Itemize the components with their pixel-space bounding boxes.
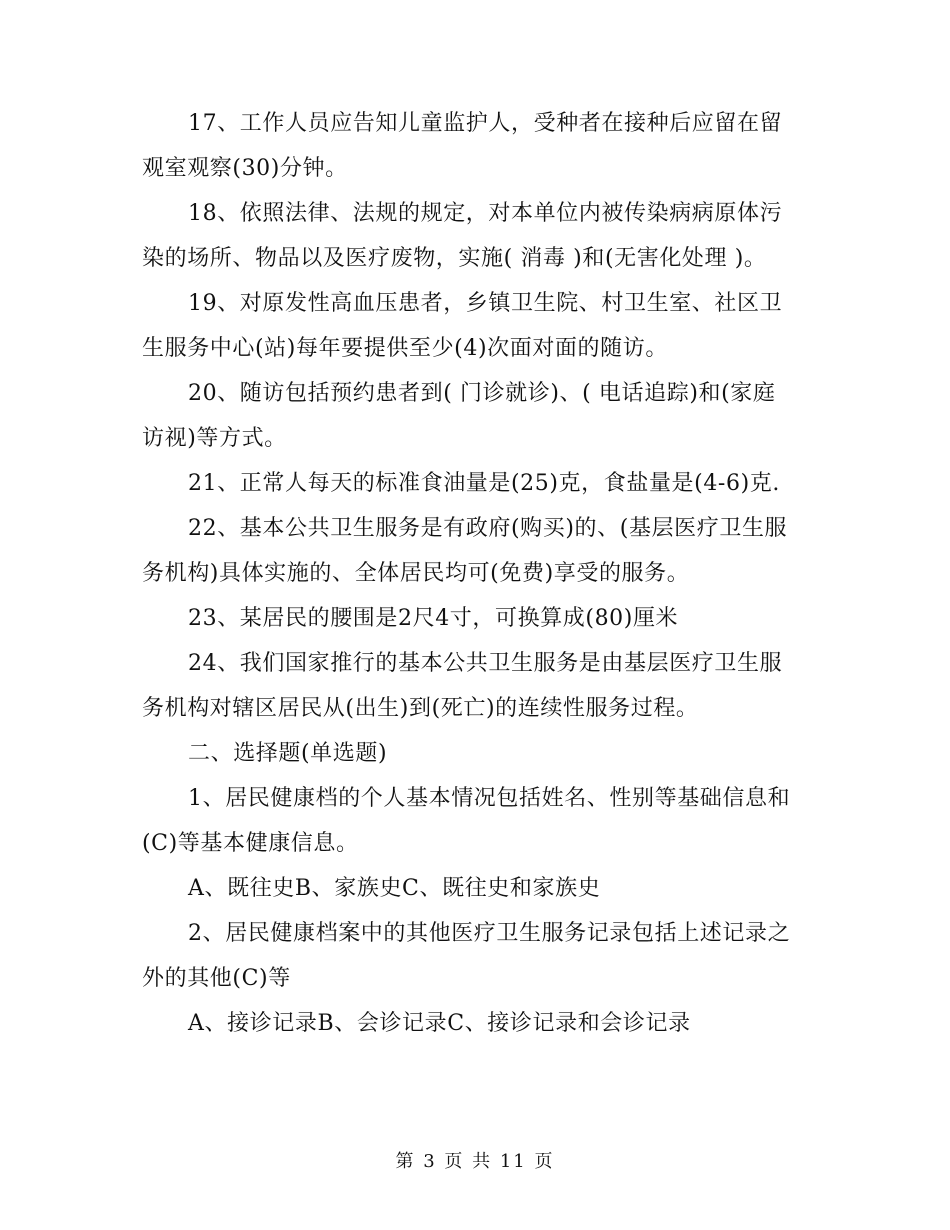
question-text: 1、居民健康档的个人基本情况包括姓名、性别等基础信息和 — [188, 786, 791, 811]
question-text: (C)等基本健康信息。 — [142, 831, 359, 856]
text-line: 20、随访包括预约患者到( 门诊就诊)、( 电话追踪)和(家庭 — [188, 381, 776, 406]
text-line: 23、某居民的腰围是2尺4寸，可换算成(80)厘米 — [188, 606, 679, 631]
text-line: 观室观察(30)分钟。 — [142, 156, 348, 181]
text-line: 18、依照法律、法规的规定，对本单位内被传染病病原体污 — [188, 201, 783, 226]
text-line: 务机构)具体实施的、全体居民均可(免费)享受的服务。 — [142, 561, 690, 586]
section-heading: 二、选择题(单选题) — [188, 741, 388, 766]
text-line: 生服务中心(站)每年要提供至少(4)次面对面的随访。 — [142, 336, 668, 361]
answer-options: A、接诊记录B、会诊记录C、接诊记录和会诊记录 — [188, 1011, 691, 1036]
text-line: 24、我们国家推行的基本公共卫生服务是由基层医疗卫生服 — [188, 651, 783, 676]
text-line: 22、基本公共卫生服务是有政府(购买)的、(基层医疗卫生服 — [188, 516, 788, 541]
text-line: 务机构对辖区居民从(出生)到(死亡)的连续性服务过程。 — [142, 696, 699, 721]
text-line: 19、对原发性高血压患者，乡镇卫生院、村卫生室、社区卫 — [188, 291, 783, 316]
question-text: 2、居民健康档案中的其他医疗卫生服务记录包括上述记录之 — [188, 921, 791, 946]
answer-options: A、既往史B、家族史C、既往史和家族史 — [188, 876, 601, 901]
text-line: 17、工作人员应告知儿童监护人，受种者在接种后应留在留 — [188, 111, 783, 136]
text-line: 访视)等方式。 — [142, 426, 287, 451]
text-line: 染的场所、物品以及医疗废物，实施( 消毒 )和(无害化处理 )。 — [142, 246, 767, 271]
text-line: 21、正常人每天的标准食油量是(25)克，食盐量是(4-6)克. — [188, 471, 780, 496]
page-footer: 第 3 页 共 11 页 — [395, 1151, 555, 1172]
question-text: 外的其他(C)等 — [142, 966, 291, 991]
